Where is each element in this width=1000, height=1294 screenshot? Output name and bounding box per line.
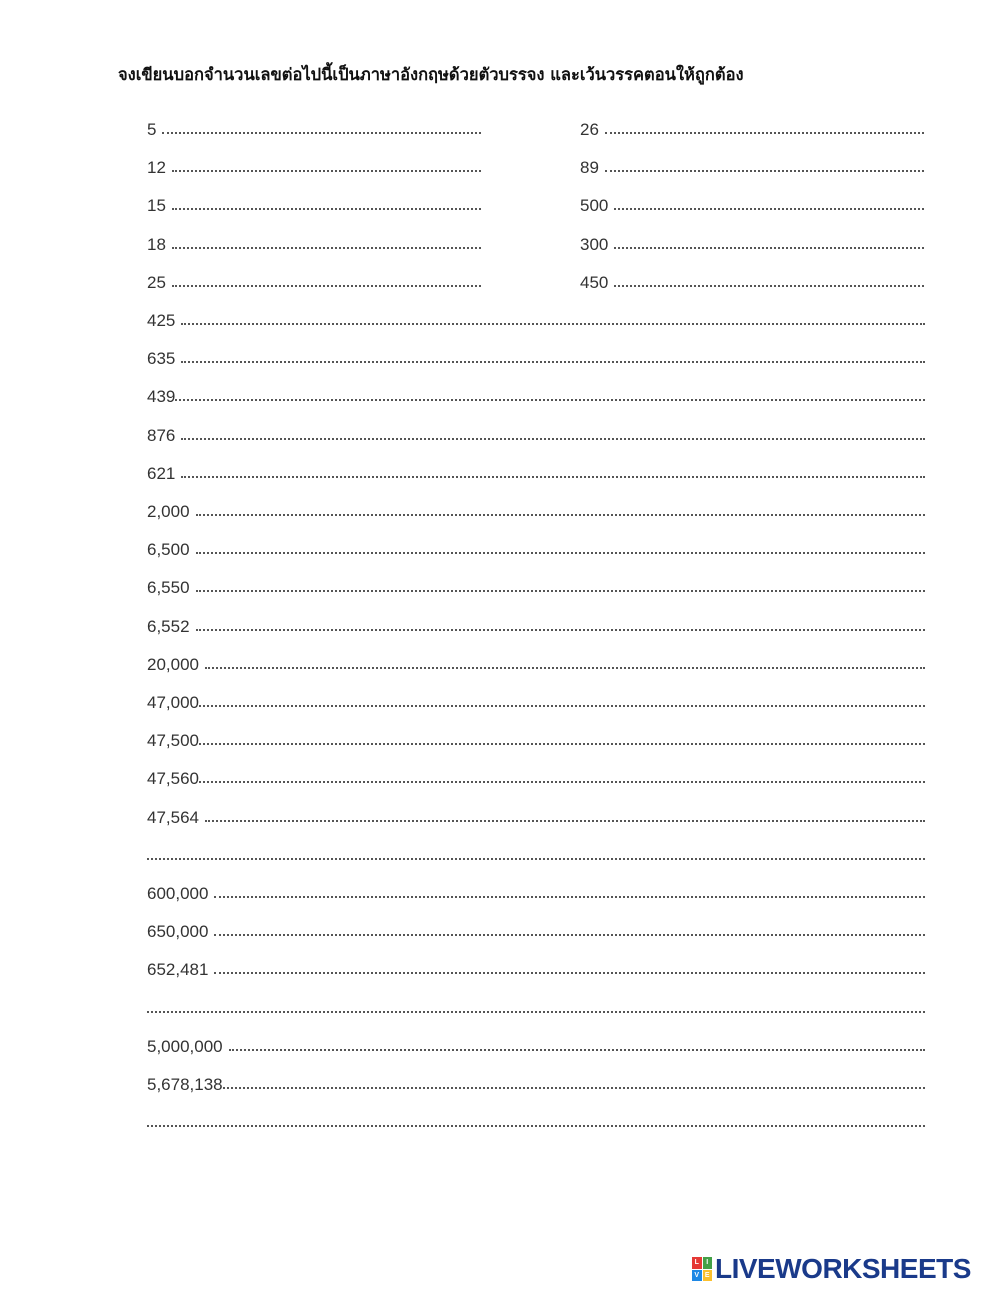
number-label: 5	[147, 120, 157, 139]
number-label: 15	[147, 196, 166, 216]
answer-line[interactable]	[181, 476, 925, 478]
full-answer-row	[147, 765, 925, 789]
number-label: 12	[147, 158, 166, 178]
full-answer-row	[147, 383, 925, 407]
answer-line[interactable]	[214, 972, 925, 974]
full-answer-row	[147, 880, 925, 904]
short-answer-row-left	[147, 154, 481, 178]
answer-line[interactable]	[196, 514, 925, 516]
short-answer-row-right	[580, 154, 924, 178]
answer-line[interactable]	[605, 132, 924, 134]
number-label: 20,000	[147, 654, 199, 674]
answer-line[interactable]	[172, 285, 481, 287]
answer-line[interactable]	[614, 208, 924, 210]
answer-line[interactable]	[199, 705, 925, 707]
short-answer-row-left	[147, 269, 481, 293]
short-answer-row-right	[580, 116, 924, 140]
answer-line[interactable]	[214, 896, 925, 898]
number-label: 47,564	[147, 807, 199, 827]
number-label: 600,000	[147, 884, 209, 903]
answer-line[interactable]	[147, 1011, 925, 1013]
full-answer-row	[147, 842, 925, 866]
liveworksheets-logo	[692, 1254, 971, 1284]
answer-line[interactable]	[214, 934, 925, 936]
full-answer-row	[147, 1071, 925, 1095]
number-label: 47,000	[147, 693, 199, 712]
answer-line[interactable]	[199, 781, 925, 783]
answer-line[interactable]	[196, 590, 925, 592]
logo-text: LIVEWORKSHEETS	[715, 1253, 971, 1284]
number-label: 6,500	[147, 540, 190, 560]
number-label: 635	[147, 349, 176, 369]
full-answer-row	[147, 613, 925, 637]
answer-line[interactable]	[172, 208, 481, 210]
number-label: 5,000,000	[147, 1036, 223, 1056]
number-label: 6,550	[147, 578, 190, 598]
number-label: 47,500	[147, 731, 199, 751]
number-label: 2,000	[147, 502, 190, 521]
number-label: 876	[147, 425, 176, 445]
number-label: 450	[580, 272, 609, 292]
short-answer-row-right	[580, 231, 924, 255]
answer-line[interactable]	[181, 361, 925, 363]
answer-line[interactable]	[196, 552, 925, 554]
short-answer-row-right	[580, 269, 924, 293]
number-label: 25	[147, 272, 166, 292]
full-answer-row	[147, 1033, 925, 1057]
answer-line[interactable]	[199, 743, 925, 745]
full-answer-row	[147, 804, 925, 828]
instruction-text: จงเขียนบอกจำนวนเลขต่อไปนี้เป็นภาษาอังกฤษด้วยตัวบรรจง และเว้นวรรคตอนให้ถูกต้อง	[118, 65, 744, 84]
full-answer-row	[147, 727, 925, 751]
number-label: 26	[580, 120, 599, 139]
full-answer-row	[147, 918, 925, 942]
number-label: 425	[147, 311, 176, 330]
number-label: 300	[580, 234, 609, 254]
answer-line[interactable]	[223, 1087, 925, 1089]
answer-line[interactable]	[205, 667, 925, 669]
full-answer-row	[147, 498, 925, 522]
number-label: 650,000	[147, 922, 209, 942]
number-label: 18	[147, 234, 166, 254]
short-answer-row-left	[147, 116, 481, 140]
number-label: 89	[580, 158, 599, 178]
answer-line[interactable]	[196, 629, 925, 631]
answer-line[interactable]	[172, 247, 481, 249]
full-answer-row	[147, 651, 925, 675]
answer-line[interactable]	[162, 132, 481, 134]
number-label: 6,552	[147, 616, 190, 636]
number-label: 500	[580, 196, 609, 216]
full-answer-row	[147, 460, 925, 484]
answer-line[interactable]	[614, 247, 924, 249]
full-answer-row	[147, 995, 925, 1019]
full-answer-row	[147, 574, 925, 598]
full-answer-row	[147, 345, 925, 369]
number-label: 621	[147, 463, 176, 483]
short-answer-row-right	[580, 192, 924, 216]
full-answer-row	[147, 422, 925, 446]
answer-line[interactable]	[147, 1125, 925, 1127]
answer-line[interactable]	[172, 170, 481, 172]
short-answer-row-left	[147, 192, 481, 216]
answer-line[interactable]	[605, 170, 924, 172]
answer-line[interactable]	[205, 820, 925, 822]
number-label: 439	[147, 387, 176, 407]
number-label: 652,481	[147, 960, 209, 980]
full-answer-row	[147, 536, 925, 560]
answer-line[interactable]	[175, 399, 925, 401]
answer-line[interactable]	[181, 438, 925, 440]
short-answer-row-left	[147, 231, 481, 255]
number-label: 47,560	[147, 769, 199, 789]
full-answer-row	[147, 689, 925, 713]
full-answer-row	[147, 956, 925, 980]
answer-line[interactable]	[229, 1049, 925, 1051]
full-answer-row	[147, 1109, 925, 1133]
answer-line[interactable]	[181, 323, 925, 325]
liveworksheets-logo-icon: L I V E	[692, 1257, 712, 1281]
answer-line[interactable]	[147, 858, 925, 860]
number-label: 5,678,138	[147, 1075, 223, 1094]
full-answer-row	[147, 307, 925, 331]
answer-line[interactable]	[614, 285, 924, 287]
